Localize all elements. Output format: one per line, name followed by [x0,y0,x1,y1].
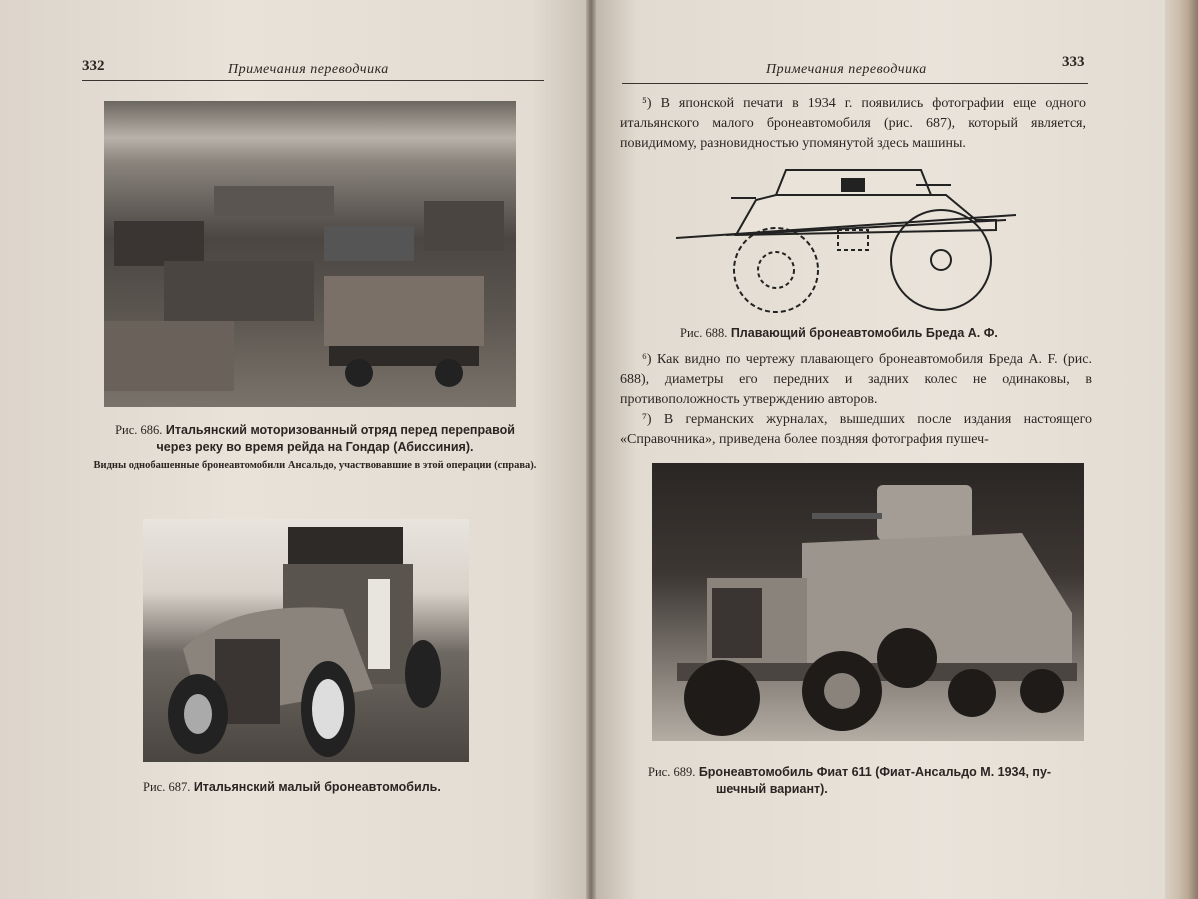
fiat-611-armored-car-image [652,463,1084,741]
caption-text: Итальянский малый бронеавтомобиль. [193,780,441,794]
footnote-7: ⁷) В германских журналах, вышедших после издания настоящего «Справочника», приведена более поздняя фотография пушеч- [620,412,1092,447]
small-armored-car-image [143,519,469,762]
page-number: 332 [82,58,105,74]
figure-688-caption [680,326,998,341]
caption-line: шечный вариант). [716,782,828,796]
caption-line: через реку во время рейда на Гондар (Абиссиния). [156,440,474,454]
convoy-trucks-image [104,101,516,407]
figure-686-caption [80,422,550,456]
figure-686-note: Видны однобашенные бронеавтомобили Ансальдо, участвовавшие в этой операции (справа). [93,460,537,471]
footnote-5: ⁵) В японской печати в 1934 г. появились фотографии еще одного итальянского малого бронеавтомобиля (рис. 687), который является, повидимому, разновидностью упомянутой здесь машины. [620,96,1086,151]
caption-line: Бронеавтомобиль Фиат 611 (Фиат-Ансальдо М. 1934, пу- [698,765,1052,779]
caption-line: Итальянский моторизованный отряд перед переправой [165,423,515,437]
header-rule [82,80,544,81]
book-gutter [586,0,596,899]
footnotes-6-7 [620,350,1092,450]
running-head: Примечания переводчика [228,62,389,77]
figure-689-photo [652,463,1084,741]
footnote-6: ⁶) Как видно по чертежу плавающего бронеавтомобиля Бреда A. F. (рис. 688), диаметры его передних и задних колес не одинаковы, в противоположность утверждению авторов. [620,352,1092,407]
figure-686-caption-block [80,422,550,472]
figure-label: Рис. 688. [680,326,728,340]
figure-label: Рис. 686. [115,423,163,437]
figure-label: Рис. 687. [143,780,191,794]
page-number: 333 [1062,54,1085,70]
header-rule [622,83,1088,84]
page-edges [1165,0,1198,899]
figure-687-caption [143,780,441,795]
figure-686-photo [104,101,516,407]
figure-687-photo [143,519,469,762]
running-head: Примечания переводчика [766,62,927,77]
figure-689-caption [648,764,1088,798]
figure-label: Рис. 689. [648,765,696,779]
figure-688-drawing [676,160,1026,320]
caption-text: Плавающий бронеавтомобиль Бреда А. Ф. [730,326,998,340]
